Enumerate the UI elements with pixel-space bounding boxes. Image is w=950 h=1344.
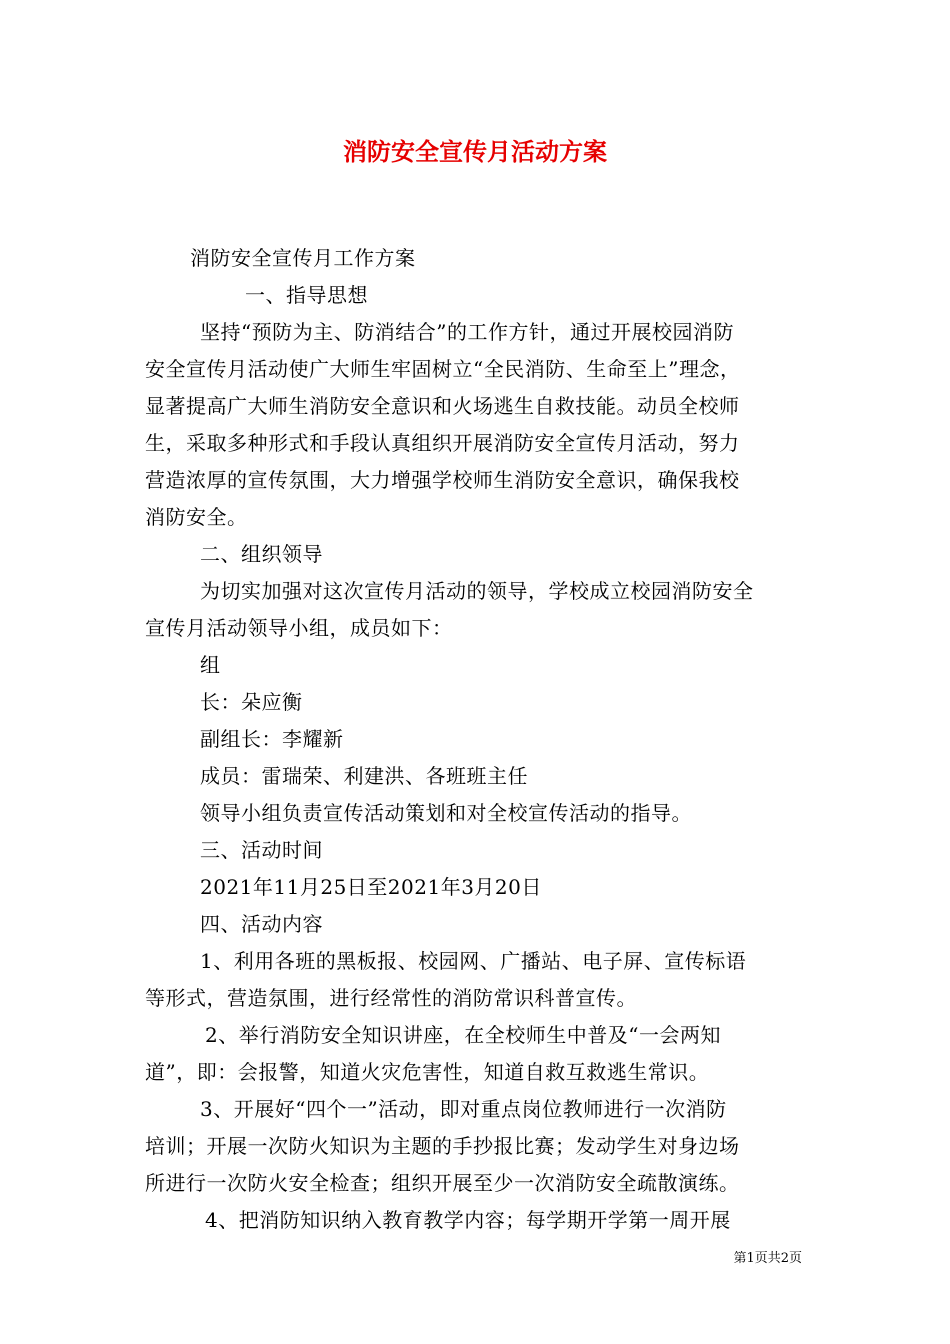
- section-heading: 一、指导思想: [245, 283, 368, 307]
- paragraph-line: 显著提高广大师生消防安全意识和火场逃生自救技能。动员全校师: [145, 394, 740, 418]
- paragraph-line: 为切实加强对这次宣传月活动的领导，学校成立校园消防安全: [200, 579, 754, 603]
- subtitle: 消防安全宣传月工作方案: [190, 246, 416, 270]
- paragraph-line: 道”，即：会报警，知道火灾危害性，知道自救互救逃生常识。: [145, 1060, 710, 1084]
- paragraph-line: 营造浓厚的宣传氛围，大力增强学校师生消防安全意识，确保我校: [145, 468, 740, 492]
- section-heading: 四、活动内容: [200, 912, 323, 936]
- paragraph-line: 2021年11月25日至2021年3月20日: [200, 875, 542, 899]
- paragraph-line: 领导小组负责宣传活动策划和对全校宣传活动的指导。: [200, 801, 692, 825]
- paragraph-line: 坚持“预防为主、防消结合”的工作方针，通过开展校园消防: [200, 320, 734, 344]
- paragraph-line: 消防安全。: [145, 505, 248, 529]
- paragraph-line: 成员：雷瑞荣、利建洪、各班班主任: [200, 764, 528, 788]
- paragraph-line: 安全宣传月活动使广大师生牢固树立“全民消防、生命至上”理念，: [145, 357, 741, 381]
- paragraph-line: 等形式，营造氛围，进行经常性的消防常识科普宣传。: [145, 986, 637, 1010]
- paragraph-line: 1、利用各班的黑板报、校园网、广播站、电子屏、宣传标语: [200, 949, 747, 973]
- section-heading: 二、组织领导: [200, 542, 323, 566]
- paragraph-line: 2、举行消防安全知识讲座，在全校师生中普及“一会两知: [205, 1023, 721, 1047]
- paragraph-line: 所进行一次防火安全检查；组织开展至少一次消防安全疏散演练。: [145, 1171, 740, 1195]
- paragraph-line: 副组长：李耀新: [200, 727, 344, 751]
- paragraph-line: 生，采取多种形式和手段认真组织开展消防安全宣传月活动，努力: [145, 431, 740, 455]
- paragraph-line: 4、把消防知识纳入教育教学内容；每学期开学第一周开展: [205, 1208, 731, 1232]
- document-title: 消防安全宣传月活动方案: [343, 137, 607, 166]
- section-heading: 三、活动时间: [200, 838, 323, 862]
- paragraph-line: 组: [200, 653, 221, 677]
- paragraph-line: 培训；开展一次防火知识为主题的手抄报比赛；发动学生对身边场: [145, 1134, 740, 1158]
- paragraph-line: 3、开展好“四个一”活动，即对重点岗位教师进行一次消防: [200, 1097, 727, 1121]
- page-number: 第1页共2页: [733, 1251, 802, 1266]
- paragraph-line: 宣传月活动领导小组，成员如下：: [145, 616, 453, 640]
- paragraph-line: 长：朵应衡: [200, 690, 303, 714]
